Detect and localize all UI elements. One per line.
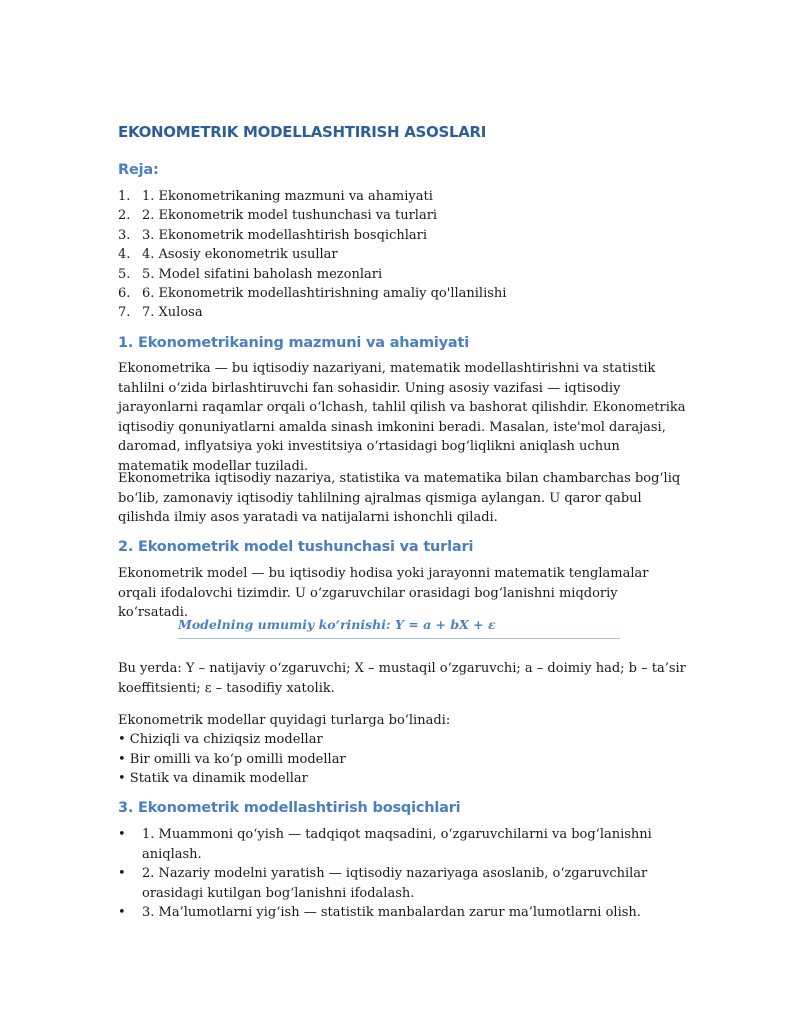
list-item-text: 2. Ekonometrik model tushunchasi va turlari: [142, 208, 438, 224]
list-item-text: 4. Asosiy ekonometrik usullar: [142, 247, 338, 263]
bullet-icon: •: [118, 905, 126, 920]
list-item-text: 7. Xulosa: [142, 305, 203, 321]
section-2-paragraph-2: Bu yerda: Y – natijaviy o‘zgaruvchi; X – mustaqil o‘zgaruvchi; a – doimiy had; b – ta’sir koeffitsienti; ε – tasodifiy xatolik.: [118, 661, 686, 696]
list-number: 4.: [118, 247, 131, 263]
list-item: [118, 825, 688, 864]
bullet-icon: •: [118, 827, 126, 842]
bullet-icon: •: [118, 866, 126, 881]
list-number: 7.: [118, 305, 131, 321]
list-item-text: 1. Muammoni qo‘yish — tadqiqot maqsadini, o‘zgaruvchilarni va bog‘lanishni aniqlash.: [142, 827, 652, 862]
list-item: [118, 303, 506, 322]
formula-block: [178, 614, 620, 639]
plan-heading: Reja:: [118, 162, 159, 178]
section-2-heading: 2. Ekonometrik model tushunchasi va turlari: [118, 539, 474, 555]
list-number: 6.: [118, 285, 131, 301]
list-number: 5.: [118, 266, 131, 282]
list-item: [118, 206, 506, 225]
list-item: [118, 284, 506, 303]
list-item: [118, 187, 506, 206]
model-types-intro: Ekonometrik modellar quyidagi turlarga bo‘linadi:: [118, 713, 451, 728]
section-1-heading: 1. Ekonometrikaning mazmuni va ahamiyati: [118, 335, 470, 351]
section-3-heading: 3. Ekonometrik modellashtirish bosqichlari: [118, 800, 461, 816]
document-title: EKONOMETRIK MODELLASHTIRISH ASOSLARI: [118, 123, 487, 141]
list-item: [118, 864, 688, 903]
list-item: • Chiziqli va chiziqsiz modellar: [118, 732, 323, 747]
list-item-text: 5. Model sifatini baholash mezonlari: [142, 266, 383, 282]
list-item: [118, 903, 688, 923]
model-formula: Modelning umumiy ko‘rinishi: Y = a + bX + ε: [178, 617, 496, 632]
list-item: • Bir omilli va ko‘p omilli modellar: [118, 751, 346, 767]
section-1-paragraph-2: Ekonometrika iqtisodiy nazariya, statistika va matematika bilan chambarchas bog‘liq bo‘lib, zamonaviy iqtisodiy tahlilning ajralmas qismiga aylangan. U qaror qabul qilishda ilmiy asos yaratadi va natijalarni ishonchli qiladi.: [118, 471, 681, 525]
plan-list: [118, 187, 506, 323]
model-types-list: [118, 730, 688, 789]
section-2-paragraph-1: Ekonometrik model — bu iqtisodiy hodisa yoki jarayonni matematik tenglamalar orqali ifodalovchi tizimdir. U o‘zgaruvchilar orasidagi bog‘lanishni miqdoriy ko‘rsatadi.: [118, 566, 649, 620]
list-item-text: 6. Ekonometrik modellashtirishning amaliy qo'llanilishi: [142, 285, 507, 301]
list-number: 2.: [118, 208, 131, 224]
list-item: [118, 226, 506, 245]
list-item-text: 1. Ekonometrikaning mazmuni va ahamiyati: [142, 189, 433, 204]
section-1-paragraph-1: Ekonometrika — bu iqtisodiy nazariyani, matematik modellashtirishni va statistik tahlilni o‘zida birlashtiruvchi fan sohasidir. Uning asosiy vazifasi — iqtisodiy jarayonlarni raqamlar orqali o‘lchash, tahlil qilish va bashorat qilishdir. Ekonometrika iqtisodiy qonuniyatlarni amalda sinash imkonini beradi. Masalan, iste'mol darajasi, daromad, inflyatsiya yoki investitsiya o‘rtasidagi bog‘liqlikni aniqlash uchun matematik modellar tuziladi.: [118, 361, 686, 474]
list-item: • Statik va dinamik modellar: [118, 771, 308, 786]
list-item-text: 2. Nazariy modelni yaratish — iqtisodiy nazariyaga asoslanib, o‘zgaruvchilar orasidagi kutilgan bog‘lanishni ifodalash.: [142, 866, 648, 901]
steps-list: [118, 825, 688, 923]
list-item: [118, 265, 506, 284]
list-item-text: 3. Ekonometrik modellashtirish bosqichlari: [142, 227, 427, 243]
list-number: 3.: [118, 227, 131, 243]
list-item: [118, 245, 506, 264]
list-number: 1.: [118, 189, 131, 204]
list-item-text: 3. Ma’lumotlarni yig‘ish — statistik manbalardan zarur ma’lumotlarni olish.: [142, 905, 641, 920]
